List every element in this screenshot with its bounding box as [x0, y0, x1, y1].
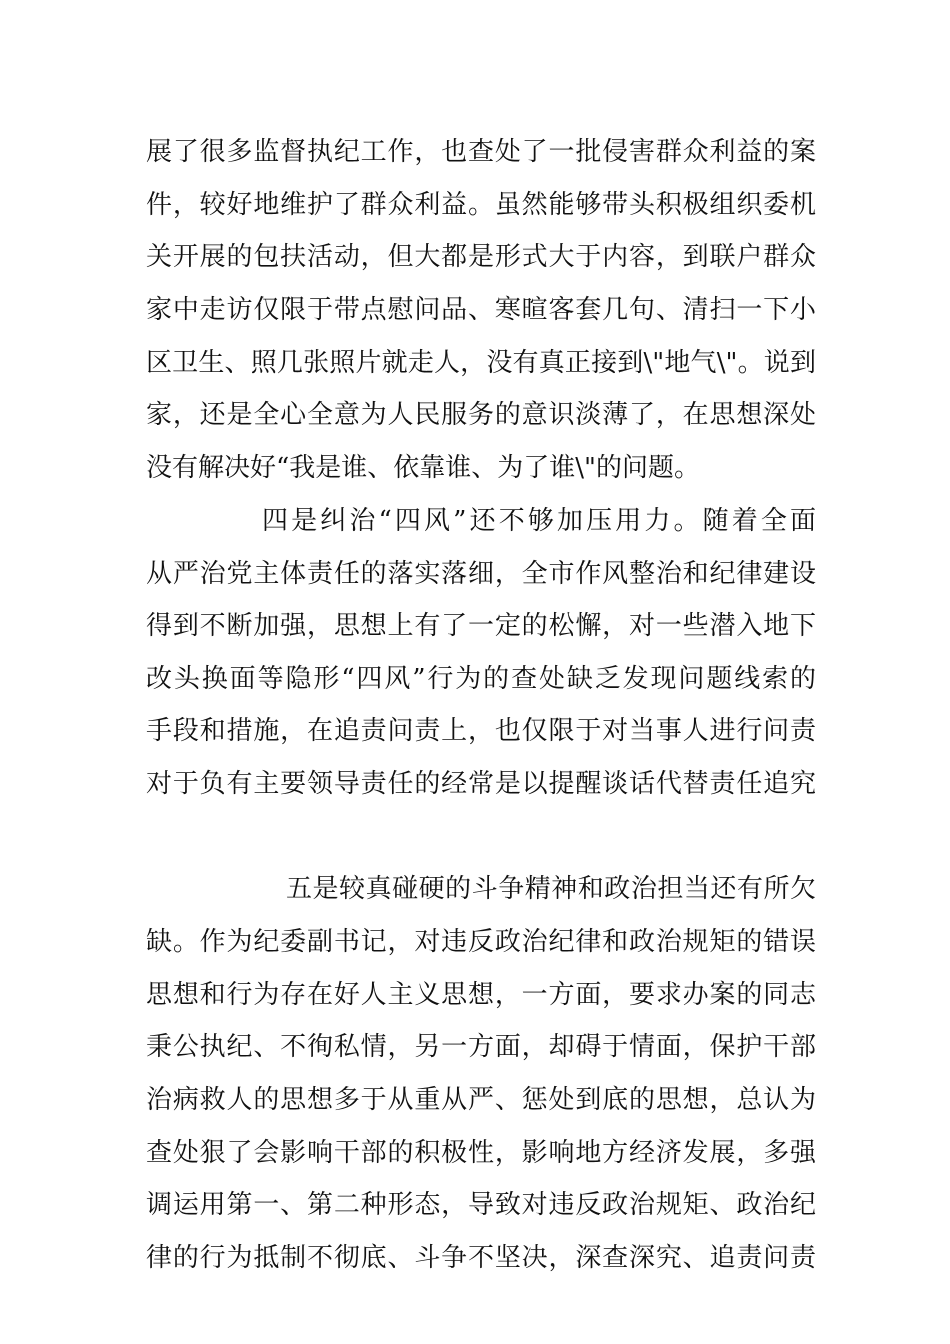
paragraph-line: 家，还是全心全意为人民服务的意识淡薄了，在思想深处	[146, 400, 816, 430]
paragraph-line: 关开展的包扶活动，但大都是形式大于内容，到联户群众	[146, 242, 816, 272]
paragraph-line: 得到不断加强，思想上有了一定的松懈，对一些潜入地下	[146, 611, 816, 641]
paragraph-line: 改头换面等隐形“四风”行为的查处缺乏发现问题线索的	[146, 664, 816, 694]
paragraph-line: 展了很多监督执纪工作，也查处了一批侵害群众利益的案	[146, 137, 816, 167]
paragraph-line: 秉公执纪、不徇私情，另一方面，却碍于情面，保护干部	[146, 1032, 816, 1062]
paragraph-line: 缺。作为纪委副书记，对违反政治纪律和政治规矩的错误	[146, 927, 816, 957]
paragraph-heading-line: 四是纠治“四风”还不够加压用力。随着全面	[262, 506, 816, 536]
paragraph-line: 手段和措施，在追责问责上，也仅限于对当事人进行问责	[146, 716, 816, 746]
paragraph-line: 没有解决好“我是谁、依靠谁、为了谁\"的问题。	[146, 453, 701, 483]
paragraph-line: 家中走访仅限于带点慰问品、寒暄客套几句、清扫一下小	[146, 295, 816, 325]
paragraph-line: 思想和行为存在好人主义思想，一方面，要求办案的同志	[146, 980, 816, 1010]
paragraph-line: 件，较好地维护了群众利益。虽然能够带头积极组织委机	[146, 190, 816, 220]
paragraph-line: 治病救人的思想多于从重从严、惩处到底的思想，总认为	[146, 1085, 816, 1115]
paragraph-line: 律的行为抵制不彻底、斗争不坚决，深查深究、追责问责	[146, 1243, 816, 1273]
paragraph-line: 从严治党主体责任的落实落细，全市作风整治和纪律建设	[146, 559, 816, 589]
paragraph-line: 区卫生、照几张照片就走人，没有真正接到\"地气\"。说到	[146, 348, 816, 378]
paragraph-line: 调运用第一、第二种形态，导致对违反政治规矩、政治纪	[146, 1190, 816, 1220]
paragraph-line: 查处狠了会影响干部的积极性，影响地方经济发展，多强	[146, 1138, 816, 1168]
paragraph-heading-line: 五是较真碰硬的斗争精神和政治担当还有所欠	[286, 874, 816, 904]
paragraph-line: 对于负有主要领导责任的经常是以提醒谈话代替责任追究	[146, 769, 816, 799]
